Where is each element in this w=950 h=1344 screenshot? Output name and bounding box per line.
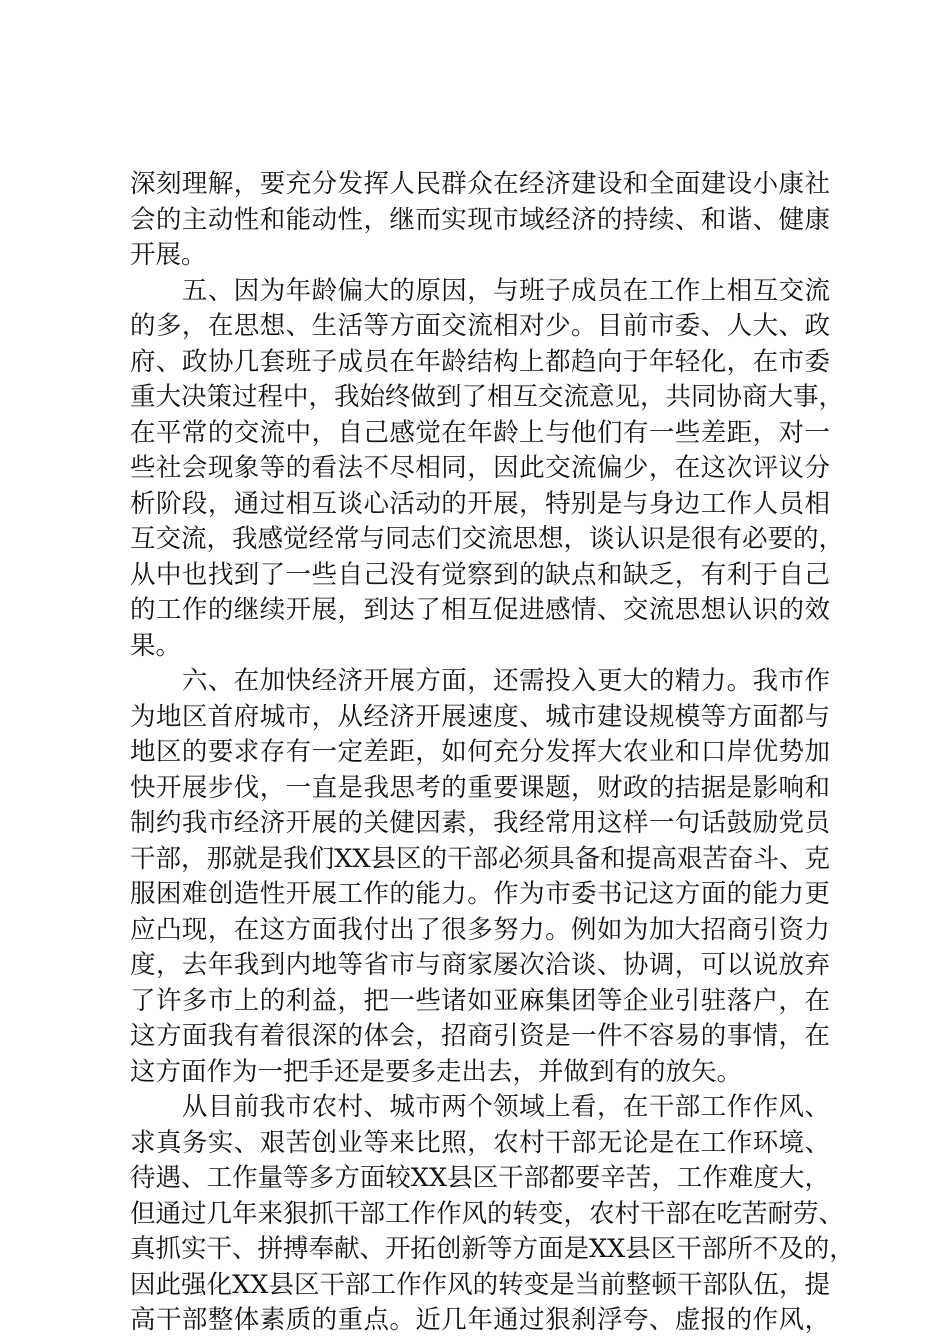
text-line: 快开展步伐，一直是我思考的重要课题，财政的拮据是影响和: [130, 772, 830, 803]
text-line: 求真务实、艰苦创业等来比照，农村干部无论是在工作环境、: [130, 1127, 830, 1158]
text-line: 重大决策过程中，我始终做到了相互交流意见，共同协商大事，: [130, 382, 845, 412]
text-line: 制约我市经济开展的关健因素，我经常用这样一句话鼓励党员: [130, 808, 830, 838]
text-line: 在平常的交流中，自己感觉在年龄上与他们有一些差距，对一: [130, 417, 830, 448]
text-line: 这方面我有着很深的体会，招商引资是一件不容易的事情，在: [130, 1021, 830, 1051]
document-body: [130, 167, 855, 1339]
text-line: 为地区首府城市，从经济开展速度、城市建设规模等方面都与: [130, 701, 830, 732]
text-line: 但通过几年来狠抓干部工作作风的转变，农村干部在吃苦耐劳、: [130, 1198, 845, 1229]
text-line: 些社会现象等的看法不尽相同，因此交流偏少，在这次评议分: [130, 453, 830, 483]
text-line: 地区的要求存有一定差距，如何充分发挥大农业和口岸优势加: [130, 737, 830, 767]
text-line: 真抓实干、拼搏奉献、开拓创新等方面是XX县区干部所不及的，: [130, 1234, 855, 1264]
text-line: 待遇、工作量等多方面较XX县区干部都要辛苦，工作难度大，: [130, 1163, 830, 1193]
text-line: 从目前我市农村、城市两个领域上看，在干部工作作风、: [130, 1092, 830, 1122]
text-line: 析阶段，通过相互谈心活动的开展，特别是与身边工作人员相: [130, 488, 830, 519]
text-line: 六、在加快经济开展方面，还需投入更大的精力。我市作: [130, 666, 830, 696]
text-line: 这方面作为一把手还是要多走出去，并做到有的放矢。: [130, 1056, 743, 1087]
text-line: 的工作的继续开展，到达了相互促进感情、交流思想认识的效: [130, 595, 830, 625]
text-line: 府、政协几套班子成员在年龄结构上都趋向于年轻化，在市委: [130, 346, 830, 377]
text-line: 开展。: [130, 240, 207, 270]
text-line: 互交流，我感觉经常与同志们交流思想，谈认识是很有必要的，: [130, 524, 845, 554]
text-line: 的多，在思想、生活等方面交流相对少。目前市委、人大、政: [130, 311, 830, 341]
text-line: 服困难创造性开展工作的能力。作为市委书记这方面的能力更: [130, 879, 830, 909]
text-line: 了许多市上的利益，把一些诸如亚麻集团等企业引驻落户，在: [130, 985, 830, 1016]
text-line: 从中也找到了一些自己没有觉察到的缺点和缺乏，有利于自己: [130, 559, 830, 590]
text-line: 应凸现，在这方面我付出了很多努力。例如为加大招商引资力: [130, 914, 830, 945]
text-line: 因此强化XX县区干部工作作风的转变是当前整顿干部队伍，提: [130, 1269, 830, 1300]
text-line: 果。: [130, 630, 182, 661]
text-line: 干部，那就是我们XX县区的干部必须具备和提高艰苦奋斗、克: [130, 843, 830, 874]
text-line: 度，去年我到内地等省市与商家屡次洽谈、协调，可以说放弃: [130, 950, 830, 980]
text-line: 深刻理解，要充分发挥人民群众在经济建设和全面建设小康社: [130, 169, 830, 199]
text-line: 五、因为年龄偏大的原因，与班子成员在工作上相互交流: [130, 275, 830, 306]
text-line: 高干部整体素质的重点。近几年通过狠刹浮夸、虚报的作风，: [130, 1305, 830, 1335]
text-line: 会的主动性和能动性，继而实现市域经济的持续、和谐、健康: [130, 204, 830, 235]
